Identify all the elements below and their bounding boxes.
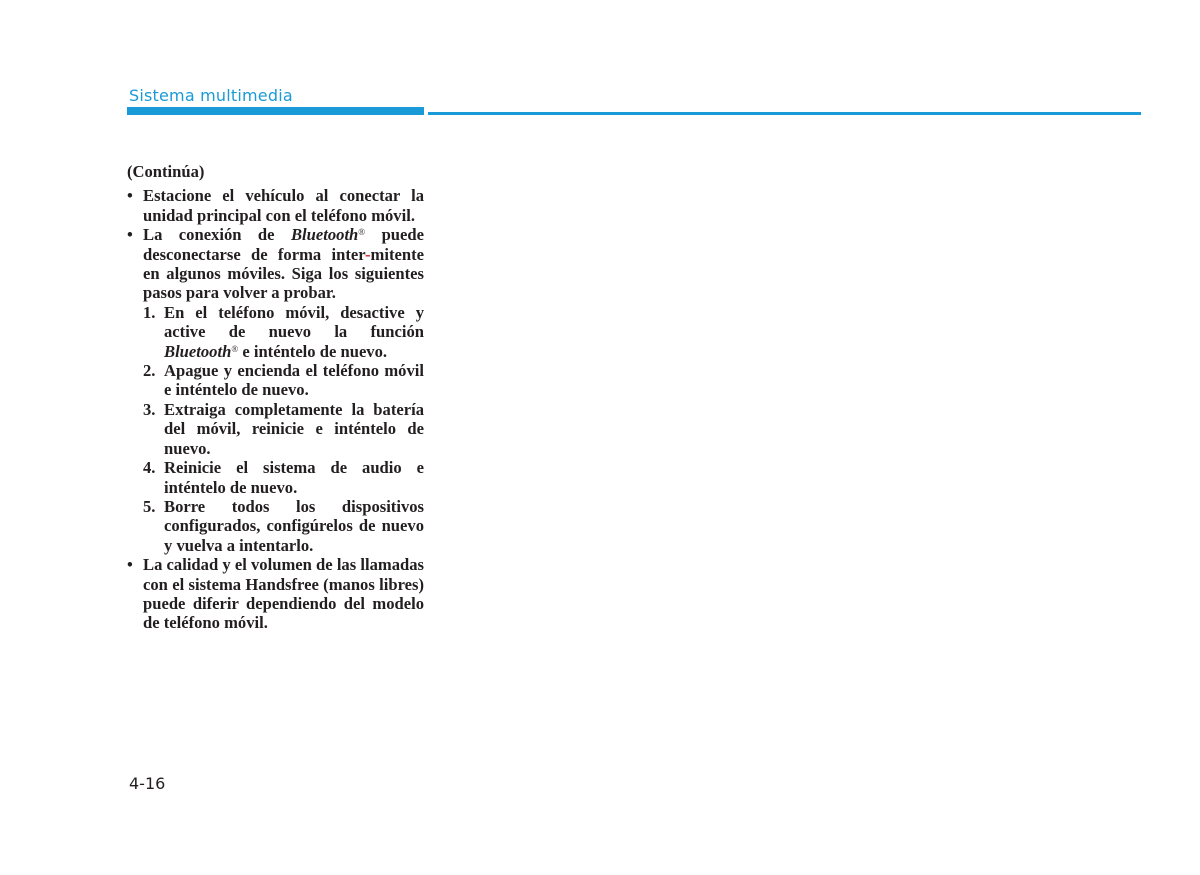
header-rule-thin — [428, 112, 1141, 115]
step-text-post: e inténtelo de nuevo. — [238, 341, 388, 361]
bullet-text-a: puede desconectarse de forma inter — [143, 225, 424, 264]
bullet-mark: • — [127, 186, 133, 206]
section-title: Sistema multimedia — [129, 86, 293, 105]
step-text: Borre todos los dispositivos configurados, configúrelos de nuevo y vuelva a intentarlo. — [164, 496, 424, 555]
page-number: 4-16 — [129, 774, 166, 793]
step-number: 2. — [143, 361, 156, 381]
bullet-mark: • — [127, 555, 133, 575]
step-item-2 — [127, 361, 424, 400]
hyphen-mark: - — [365, 244, 371, 264]
bullet-text: La calidad y el volumen de las llamadas con el sistema Handsfree (manos libres) puede diferir dependiendo del modelo de teléfono móvil. — [143, 555, 424, 633]
step-number: 3. — [143, 399, 156, 419]
step-text: Extraiga completamente la batería del móvil, reinicie e inténtelo de nuevo. — [164, 399, 424, 458]
bullet-item-parking — [127, 186, 424, 225]
brand-name: Bluetooth — [290, 225, 359, 245]
step-item-5 — [127, 497, 424, 555]
bullet-text: Estacione el vehículo al conectar la unidad principal con el teléfono móvil. — [143, 186, 424, 225]
text-column — [127, 162, 424, 633]
step-item-3 — [127, 400, 424, 458]
header-rule-thick — [127, 107, 424, 115]
step-item-1 — [127, 303, 424, 361]
registered-mark: ® — [231, 343, 239, 354]
registered-mark: ® — [358, 227, 366, 238]
bullet-item-bluetooth — [127, 225, 424, 303]
step-number: 1. — [143, 302, 156, 322]
bullet-text-pre: La conexión de — [143, 225, 291, 245]
bullet-text-b: mitente en algunos móviles. Siga los siguientes pasos para volver a probar. — [143, 244, 424, 303]
step-text: Apague y encienda el teléfono móvil e inténtelo de nuevo. — [164, 361, 424, 400]
step-item-4 — [127, 458, 424, 497]
brand-name: Bluetooth — [164, 341, 232, 361]
bullet-mark: • — [127, 225, 133, 245]
continued-label: (Continúa) — [127, 162, 205, 181]
step-number: 4. — [143, 458, 156, 478]
step-number: 5. — [143, 496, 156, 516]
step-text: Reinicie el sistema de audio e inténtelo de nuevo. — [164, 458, 424, 497]
step-text-pre: En el teléfono móvil, desactive y active de nuevo la función — [164, 302, 424, 342]
bullet-item-handsfree — [127, 555, 424, 633]
